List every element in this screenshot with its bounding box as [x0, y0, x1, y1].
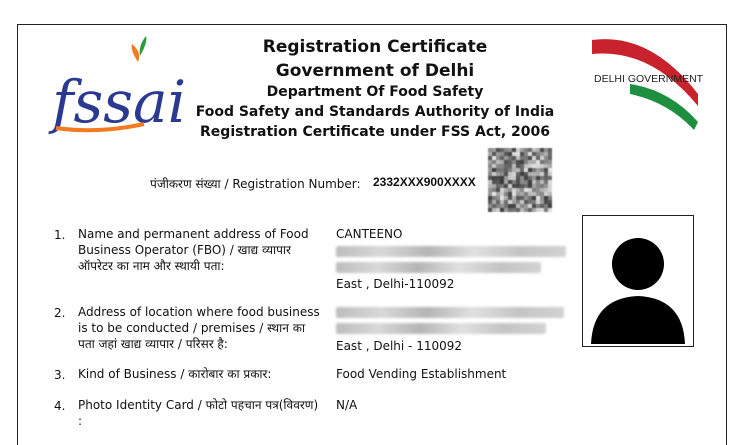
row-2-redacted-line: [336, 307, 564, 318]
row-1-fbo-name: CANTEENO: [336, 227, 403, 241]
row-1-label: Name and permanent address of Food Business Operator (FBO) / खाद्य व्यापार ऑपरेटर का नाम और स्थायी पता:: [78, 227, 309, 273]
certificate-title: Registration Certificate: [262, 37, 488, 57]
act-subtitle: Registration Certificate under FSS Act, 2006: [200, 124, 550, 140]
row-4-photo-id: N/A: [336, 398, 358, 412]
row-1-address: East , Delhi-110092: [336, 277, 455, 291]
row-4-label: Photo Identity Card / फोटो पहचान पत्र(विवरण) :: [78, 398, 319, 428]
department-name: Department Of Food Safety: [266, 84, 484, 100]
row-4-number: 4.: [54, 399, 66, 413]
delhi-logo-text: DELHI GOVERNMENT: [594, 73, 704, 85]
avatar-head-icon: [612, 238, 664, 290]
row-2-label: Address of location where food business is to be conducted / premises / स्थान का पता जहां खाद्य व्यापार / परिसर है:: [78, 305, 320, 351]
row-2-address: East , Delhi - 110092: [336, 339, 462, 353]
fssai-logo: [48, 34, 187, 138]
row-3-label: Kind of Business / कारोबार का प्रकार:: [78, 367, 272, 381]
row-3-business-kind: Food Vending Establishment: [336, 367, 507, 381]
avatar-body-icon: [591, 296, 685, 344]
qr-code: [488, 148, 552, 212]
delhi-government-logo: [590, 32, 704, 132]
fbo-photo-placeholder: [582, 215, 694, 347]
row-2-number: 2.: [54, 306, 66, 320]
fssai-logo-text: fssai: [52, 68, 187, 136]
row-3-number: 3.: [54, 368, 66, 382]
authority-name: Food Safety and Standards Authority of India: [195, 104, 555, 120]
registration-number-label: पंजीकरण संख्या / Registration Number:: [150, 177, 361, 191]
row-1-redacted-line: [336, 246, 566, 257]
row-2-redacted-line: [336, 323, 546, 334]
government-name: Government of Delhi: [275, 61, 475, 81]
registration-number-value: 2332XXX900XXXX: [373, 175, 476, 189]
row-1-number: 1.: [54, 228, 66, 242]
row-1-redacted-line: [336, 262, 541, 273]
